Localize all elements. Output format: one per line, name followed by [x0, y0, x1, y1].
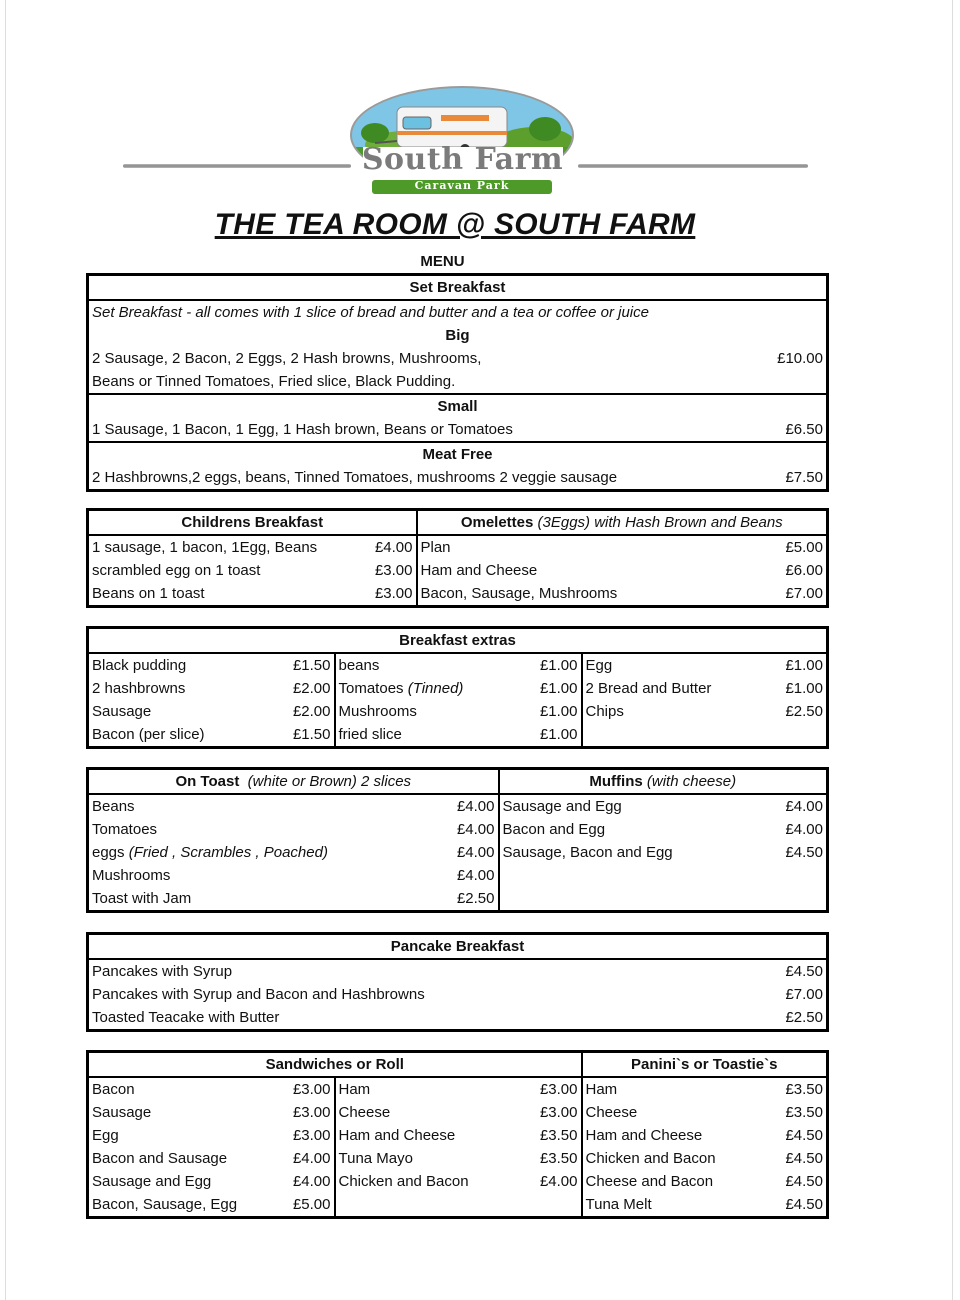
list-item: Bacon [92, 1081, 135, 1098]
item-price: £2.00 [273, 700, 335, 723]
empty-cell [769, 887, 828, 912]
list-item: Sausage and Egg [502, 798, 622, 815]
item-price: £4.50 [785, 1127, 823, 1144]
big-line-1: 2 Sausage, 2 Bacon, 2 Eggs, 2 Hash browns, Mushrooms, [92, 350, 482, 367]
list-item: Plan [420, 539, 451, 556]
meat-free-price: £7.50 [785, 469, 823, 486]
list-item: scrambled egg on 1 toast [92, 562, 261, 579]
list-item: Chicken and Bacon [585, 1150, 716, 1167]
item-price: £4.00 [436, 864, 499, 887]
menu-label: MENU [420, 253, 465, 270]
big-line-2: Beans or Tinned Tomatoes, Fried slice, Black Pudding. [92, 373, 456, 390]
list-item: 2 Bread and Butter [585, 680, 712, 697]
meat-free-text: 2 Hashbrowns,2 eggs, beans, Tinned Tomatoes, mushrooms 2 veggie sausage [92, 469, 618, 486]
decorative-rule-left [123, 164, 351, 168]
list-item: Beans [92, 798, 135, 815]
item-price: £1.50 [273, 653, 335, 677]
logo-name: South Farm [361, 142, 564, 177]
list-item: Bacon, Sausage, Mushrooms [420, 585, 618, 602]
list-item: 1 sausage, 1 bacon, 1Egg, Beans [92, 539, 318, 556]
list-item: Chicken and Bacon [338, 1173, 469, 1190]
item-price: £4.00 [785, 821, 823, 838]
list-item: Toasted Teacake with Butter [92, 1009, 280, 1026]
item-price: £3.00 [353, 582, 417, 607]
item-price: £3.50 [520, 1124, 582, 1147]
list-item: fried slice [338, 726, 402, 743]
item-price: £3.00 [520, 1101, 582, 1124]
set-breakfast-note: Set Breakfast - all comes with 1 slice of bread and butter and a tea or coffee or juice [92, 304, 649, 321]
item-price: £4.50 [785, 844, 823, 861]
item-price: £3.50 [520, 1147, 582, 1170]
list-item: Cheese and Bacon [585, 1173, 714, 1190]
list-item: Toast with Jam [92, 890, 192, 907]
childrens-header: Childrens Breakfast [88, 510, 417, 536]
breakfast-extras-table [86, 626, 829, 749]
list-item: Sausage and Egg [92, 1173, 212, 1190]
item-price: £3.00 [353, 559, 417, 582]
list-item: Sausage, Bacon and Egg [502, 844, 673, 861]
list-item: Tuna Melt [585, 1196, 652, 1213]
item-price: £5.00 [273, 1193, 335, 1218]
empty-cell [769, 864, 828, 887]
item-price: £3.00 [273, 1101, 335, 1124]
item-price: £3.00 [273, 1124, 335, 1147]
item-price: £4.00 [273, 1170, 335, 1193]
item-price: £3.00 [520, 1077, 582, 1101]
item-price: £4.00 [785, 798, 823, 815]
small-label: Small [88, 394, 828, 418]
set-breakfast-header: Set Breakfast [88, 275, 828, 301]
item-price: £7.00 [785, 986, 823, 1003]
toast-muffins-table [86, 767, 829, 913]
item-price: £4.50 [785, 1173, 823, 1190]
pancake-table [86, 932, 829, 1032]
list-item: Egg [92, 1127, 119, 1144]
item-price: £4.00 [273, 1147, 335, 1170]
item-price: £4.00 [436, 818, 499, 841]
item-price: £3.00 [273, 1077, 335, 1101]
extras-header: Breakfast extras [88, 628, 828, 654]
list-item: Sausage [92, 1104, 152, 1121]
list-item: Tuna Mayo [338, 1150, 413, 1167]
item-price: £1.00 [785, 657, 823, 674]
item-price: £2.50 [436, 887, 499, 912]
list-item: eggs (Fried , Scrambles , Poached) [92, 844, 328, 861]
item-price: £7.00 [785, 585, 823, 602]
item-price: £2.50 [785, 1009, 823, 1026]
item-price: £1.50 [273, 723, 335, 748]
list-item: Ham [585, 1081, 618, 1098]
item-price: £1.00 [520, 653, 582, 677]
item-price: £4.00 [520, 1170, 582, 1193]
list-item: Bacon, Sausage, Egg [92, 1196, 238, 1213]
list-item: Tomatoes [92, 821, 158, 838]
meat-free-label: Meat Free [88, 442, 828, 466]
sandwiches-header: Sandwiches or Roll [88, 1052, 582, 1078]
empty-cell [499, 864, 769, 887]
item-price: £3.50 [785, 1104, 823, 1121]
item-price: £1.00 [785, 680, 823, 697]
item-price: £4.00 [353, 535, 417, 559]
list-item: Black pudding [92, 657, 187, 674]
list-item: Mushrooms [92, 867, 171, 884]
list-item: Bacon and Sausage [92, 1150, 228, 1167]
paninis-header: Panini`s or Toastie`s [582, 1052, 828, 1078]
list-item: Ham and Cheese [338, 1127, 456, 1144]
item-price: £4.00 [436, 841, 499, 864]
list-item: Tomatoes (Tinned) [338, 680, 464, 697]
list-item: 2 hashbrowns [92, 680, 186, 697]
list-item: Egg [585, 657, 613, 674]
empty-cell [520, 1193, 582, 1218]
item-price: £4.50 [785, 963, 823, 980]
list-item: beans [338, 657, 380, 674]
list-item: Sausage [92, 703, 152, 720]
item-price: £4.00 [436, 794, 499, 818]
pancake-header: Pancake Breakfast [88, 934, 828, 960]
empty-cell [767, 723, 828, 748]
list-item: Ham and Cheese [585, 1127, 703, 1144]
muffins-header: Muffins (with cheese) [499, 769, 828, 795]
empty-cell [582, 723, 767, 748]
small-text: 1 Sausage, 1 Bacon, 1 Egg, 1 Hash brown, Beans or Tomatoes [92, 421, 513, 438]
omelettes-header: Omelettes (3Eggs) with Hash Brown and Beans [417, 510, 828, 536]
list-item: Pancakes with Syrup and Bacon and Hashbrowns [92, 986, 425, 1003]
sandwiches-paninis-table [86, 1050, 829, 1219]
page-title: THE TEA ROOM @ SOUTH FARM [214, 208, 696, 241]
empty-cell [335, 1193, 520, 1218]
small-price: £6.50 [785, 421, 823, 438]
childrens-omelettes-table [86, 508, 829, 608]
item-price: £4.50 [785, 1196, 823, 1213]
item-price: £6.00 [785, 562, 823, 579]
set-breakfast-table [86, 273, 829, 492]
list-item: Cheese [338, 1104, 391, 1121]
toast-header: On Toast (white or Brown) 2 slices [88, 769, 499, 795]
big-label: Big [445, 327, 470, 344]
list-item: Bacon and Egg [502, 821, 606, 838]
list-item: Mushrooms [338, 703, 417, 720]
item-price: £1.00 [520, 677, 582, 700]
list-item: Beans on 1 toast [92, 585, 205, 602]
big-price: £10.00 [777, 350, 823, 367]
item-price: £2.00 [273, 677, 335, 700]
logo-tagline-text: Caravan Park [414, 179, 510, 192]
item-price: £1.00 [520, 700, 582, 723]
list-item: Bacon (per slice) [92, 726, 205, 743]
empty-cell [499, 887, 769, 912]
list-item: Cheese [585, 1104, 638, 1121]
item-price: £3.50 [785, 1081, 823, 1098]
item-price: £4.50 [785, 1150, 823, 1167]
item-price: £5.00 [785, 539, 823, 556]
decorative-rule-right [578, 164, 808, 168]
item-price: £2.50 [785, 703, 823, 720]
item-price: £1.00 [520, 723, 582, 748]
list-item: Pancakes with Syrup [92, 963, 233, 980]
list-item: Chips [585, 703, 624, 720]
list-item: Ham [338, 1081, 371, 1098]
list-item: Ham and Cheese [420, 562, 538, 579]
